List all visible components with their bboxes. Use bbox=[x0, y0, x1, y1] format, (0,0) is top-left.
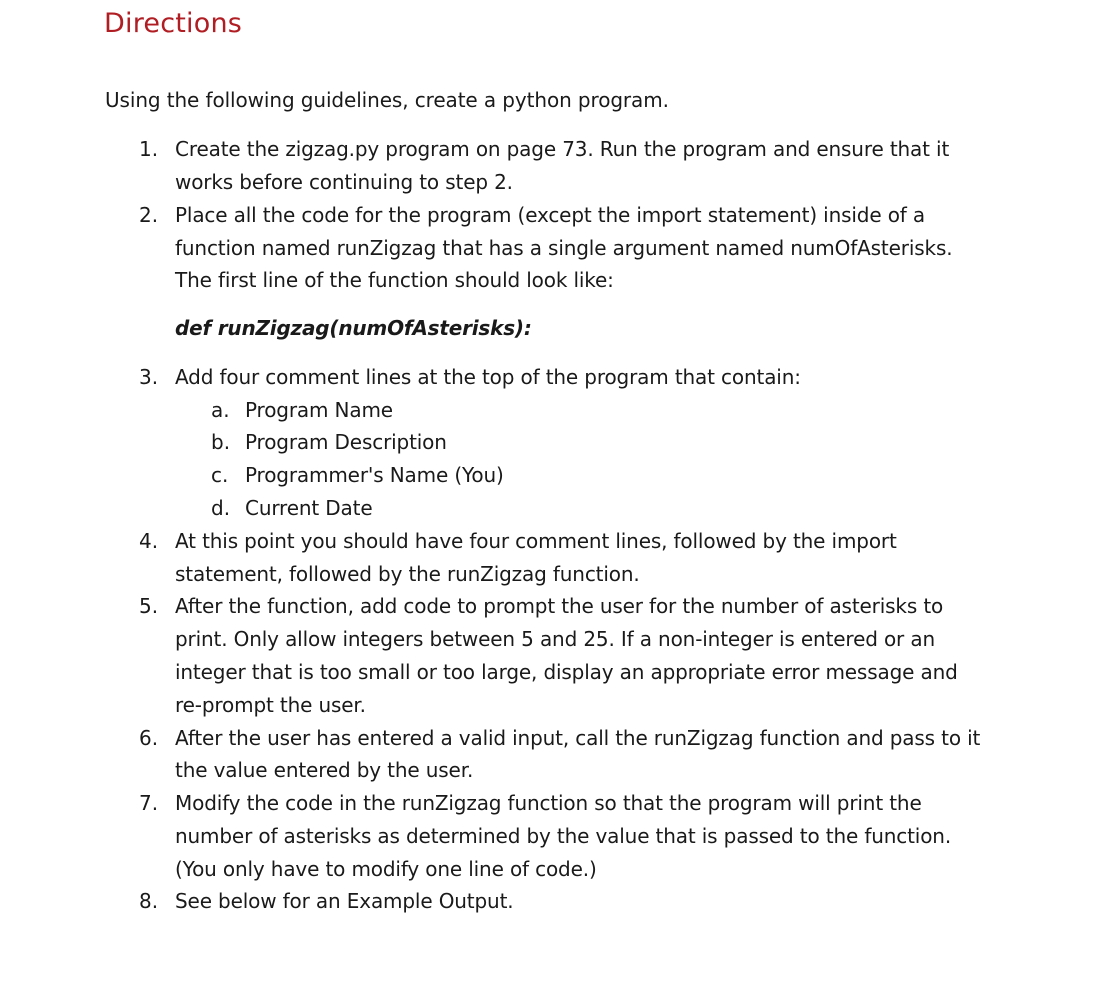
subitem-text: Program Name bbox=[245, 398, 393, 422]
step-line: (You only have to modify one line of code.) bbox=[175, 857, 597, 881]
step-line: Place all the code for the program (except the import statement) inside of a bbox=[175, 203, 925, 227]
step-line: function named runZigzag that has a single argument named numOfAsterisks. bbox=[175, 236, 953, 260]
directions-heading: Directions bbox=[104, 8, 243, 39]
step-number: 1. bbox=[139, 137, 159, 161]
step-line: integer that is too small or too large, display an appropriate error message and bbox=[175, 660, 958, 684]
step-line: Create the zigzag.py program on page 73. Run the program and ensure that it bbox=[175, 137, 950, 161]
step-line: re-prompt the user. bbox=[175, 693, 366, 717]
step-line: number of asterisks as determined by the value that is passed to the function. bbox=[175, 824, 952, 848]
step-line: After the function, add code to prompt the user for the number of asterisks to bbox=[175, 594, 944, 618]
step-number: 3. bbox=[139, 365, 159, 389]
subitem-letter: b. bbox=[211, 430, 231, 454]
subitem-letter: a. bbox=[211, 398, 230, 422]
step-line: See below for an Example Output. bbox=[175, 889, 514, 913]
subitem-letter: d. bbox=[211, 496, 231, 520]
step-number: 7. bbox=[139, 791, 159, 815]
code-snippet: def runZigzag(numOfAsterisks): bbox=[175, 316, 532, 340]
step-line: The first line of the function should look like: bbox=[175, 268, 614, 292]
step-number: 6. bbox=[139, 726, 159, 750]
step-number: 2. bbox=[139, 203, 159, 227]
step-line: the value entered by the user. bbox=[175, 758, 474, 782]
step-number: 5. bbox=[139, 594, 159, 618]
subitem-text: Current Date bbox=[245, 496, 373, 520]
step-line: works before continuing to step 2. bbox=[175, 170, 513, 194]
step-line: Add four comment lines at the top of the program that contain: bbox=[175, 365, 801, 389]
subitem-letter: c. bbox=[211, 463, 229, 487]
step-number: 8. bbox=[139, 889, 159, 913]
step-line: At this point you should have four comment lines, followed by the import bbox=[175, 529, 897, 553]
subitem-text: Programmer's Name (You) bbox=[245, 463, 504, 487]
step-line: After the user has entered a valid input, call the runZigzag function and pass to it bbox=[175, 726, 981, 750]
step-line: print. Only allow integers between 5 and 25. If a non-integer is entered or an bbox=[175, 627, 935, 651]
step-line: statement, followed by the runZigzag function. bbox=[175, 562, 640, 586]
step-number: 4. bbox=[139, 529, 159, 553]
step-line: Modify the code in the runZigzag function so that the program will print the bbox=[175, 791, 922, 815]
subitem-text: Program Description bbox=[245, 430, 447, 454]
intro-text: Using the following guidelines, create a python program. bbox=[105, 88, 669, 112]
